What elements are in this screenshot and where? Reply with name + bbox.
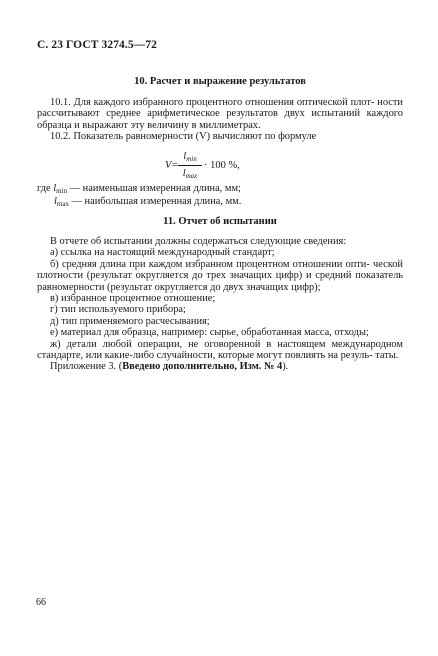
definition-lmin: где $l_{min}$ — наименьшая измеренная длина, мм; <box>37 183 241 195</box>
formula-numerator-subscript: min <box>186 155 197 163</box>
report-item-b: б) средняя длина при каждом избранном процентном отношении опти- ческой плотности (результат округляется до трех значащих цифр) и средний показатель равномерности (результат округляется до двух значащих цифр); <box>37 258 403 293</box>
section-10-body <box>37 97 403 143</box>
report-item-e: е) материал для образца, например: сырье, обработанная масса, отходы; <box>50 327 369 339</box>
report-intro: В отчете об испытании должны содержаться следующие сведения: <box>50 236 347 247</box>
paragraph-10-2: 10.2. Показатель равномерности (V) вычисляют по формуле <box>50 131 317 143</box>
formula-numerator: l <box>183 151 187 162</box>
formula-rhs: · 100 %, <box>204 160 240 171</box>
page-header: С. 23 ГОСТ 3274.5—72 <box>37 39 158 51</box>
section-10-title: 10. Расчет и выражение результатов <box>134 76 306 87</box>
definition-lmax: $l_{max}$ — наибольшая измеренная длина, мм. <box>54 195 242 208</box>
fraction-bar <box>178 165 202 166</box>
formula-fraction <box>178 150 202 181</box>
formula-denominator: l <box>182 168 186 179</box>
appendix-note-bold: Введено дополнительно, Изм. № 4 <box>122 361 283 373</box>
section-11-title: 11. Отчет об испытании <box>163 216 277 227</box>
appendix-note: Приложение 3. (Введено дополнительно, Изм. № 4). <box>50 361 289 373</box>
report-item-a: а) ссылка на настоящий международный стандарт; <box>50 247 275 259</box>
formula-lhs: V= <box>165 160 179 171</box>
formula-definitions <box>37 183 403 208</box>
report-item-g: г) тип используемого прибора; <box>50 304 186 316</box>
report-item-v: в) избранное процентное отношение; <box>50 293 216 305</box>
report-item-zh: ж) детали любой операции, не оговоренной в настоящем международном стандарте, или какие-либо случайности, которые могут повлиять на резуль- таты. <box>37 338 403 362</box>
page-number: 66 <box>36 597 46 608</box>
report-item-d: д) тип применяемого расчесывания; <box>50 315 210 327</box>
formula-denominator-subscript: max <box>185 172 198 180</box>
paragraph-10-1: 10.1. Для каждого избранного процентного отношения оптической плот- ности рассчитывают среднее арифметическое результатов двух испытаний каждого образца и выражают эту величину в миллиметрах. <box>37 97 403 131</box>
section-11-body <box>37 236 403 373</box>
